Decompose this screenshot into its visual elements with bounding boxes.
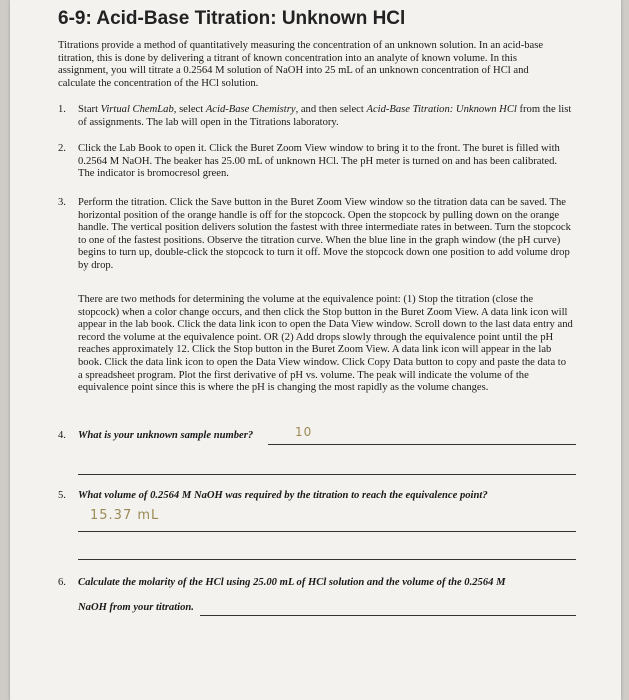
step-text: Click the Lab Book to open it. Click the Buret Zoom View window to bring it to the front. The buret is filled with 0.2564 M NaOH. The beaker has 25.00 mL of unknown HCl. The pH meter is turned on and has been calibrated. The indicator is bromocresol green. bbox=[78, 143, 560, 180]
step-text: Perform the titration. Click the Save button in the Buret Zoom View window so the titration data can be saved. The horizontal position of the orange handle is off for the stopcock. Open the stopcock by pulling down on the orange handle. The vertical position delivers solution the fastest with three intermediate rates in between. Turn the stopcock to one of the fastest positions. Observe the titration curve. When the blue line in the graph window (the pH curve) begins to turn up, double-click the stopcock to turn it off. Move the stopcock down one position to add volume drop by drop. bbox=[78, 197, 571, 271]
answer-line-molarity[interactable] bbox=[200, 615, 576, 616]
step-text: Start Virtual ChemLab, select Acid-Base Chemistry, and then select Acid-Base Titration: Unknown HCl from the list of assignments. The lab will open in the Titrations laboratory. bbox=[78, 104, 572, 128]
step-number: 3. bbox=[58, 197, 66, 208]
answer-line-volume-2[interactable] bbox=[78, 559, 576, 560]
worksheet-page bbox=[10, 0, 621, 700]
question-text-continued: NaOH from your titration. bbox=[78, 602, 194, 613]
answer-line-extra[interactable] bbox=[78, 474, 576, 475]
question-number: 5. bbox=[58, 490, 66, 501]
question-number: 4. bbox=[58, 430, 66, 441]
step-number: 1. bbox=[58, 104, 66, 115]
question-text: What is your unknown sample number? bbox=[78, 430, 254, 441]
answer-line-sample-number[interactable] bbox=[268, 444, 576, 445]
handwritten-answer-sample-number: 10 bbox=[295, 425, 313, 439]
handwritten-answer-volume: 15.37 mL bbox=[90, 508, 160, 523]
methods-paragraph: There are two methods for determining the volume at the equivalence point: (1) Stop the titration (close the stopcock) when a color change occurs, and then click the Stop button in the Buret Zoom View. A data link icon will appear in the lab book. Click the data link icon to open the Data View window. Scroll down to the last data entry and record the volume at the equivalence point. OR (2) Add drops slowly through the equivalence point until the pH reaches approximately 12. Click the Stop button in the Buret Zoom View. A data link icon will appear in the lab book. Click the data link icon to open the Data View window. Click Copy Data button to copy and paste the data to a spreadsheet program. Plot the first derivative of pH vs. volume. The peak will indicate the volume of the equivalence point since this is where the pH is changing the most rapidly as the volume changes. bbox=[78, 294, 573, 394]
question-number: 6. bbox=[58, 577, 66, 588]
step-number: 2. bbox=[58, 143, 66, 154]
intro-paragraph: Titrations provide a method of quantitatively measuring the concentration of an unknown solution. In an acid-base titration, this is done by delivering a titrant of known concentration into an analyte of known volume. In this assignment, you will titrate a 0.2564 M solution of NaOH into 25 mL of an unknown concentration of HCl and calculate the concentration of the HCl solution. bbox=[58, 40, 544, 89]
question-text: Calculate the molarity of the HCl using 25.00 mL of HCl solution and the volume of the 0.2564 M bbox=[78, 577, 506, 588]
page-title: 6-9: Acid-Base Titration: Unknown HCl bbox=[58, 8, 406, 29]
question-text: What volume of 0.2564 M NaOH was required by the titration to reach the equivalence point? bbox=[78, 490, 488, 501]
answer-line-volume[interactable] bbox=[78, 531, 576, 532]
